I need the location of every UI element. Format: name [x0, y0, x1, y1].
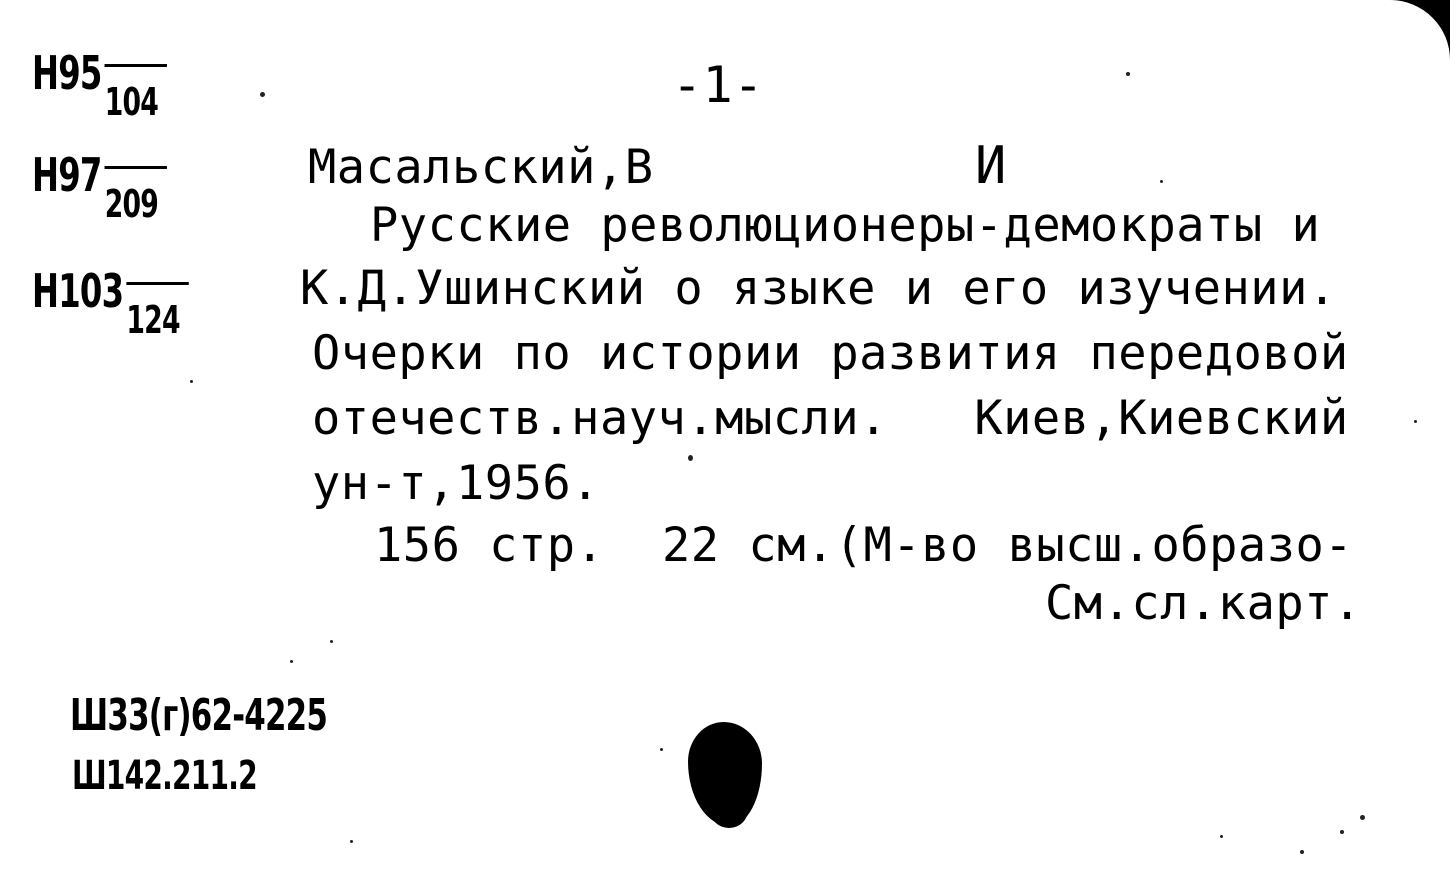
title-line-4: отечеств.науч.мысли. Киев,Киевский	[312, 391, 1349, 446]
shelf-mark-3-fraction: 124	[126, 268, 188, 339]
shelf-mark-2	[32, 148, 167, 226]
speck	[290, 660, 293, 663]
speck	[1340, 830, 1344, 834]
speck	[1220, 835, 1223, 838]
shelf-mark-1-main: Н95	[32, 46, 102, 100]
title-line-5: ун-т,1956.	[312, 456, 600, 511]
shelf-mark-3	[32, 264, 189, 342]
speck	[190, 380, 193, 383]
shelf-mark-1-fraction: 104	[105, 50, 167, 121]
title-line-1: Русские революционеры-демократы и	[370, 198, 1321, 253]
classification-code-2: Ш142.211.2	[72, 753, 257, 799]
shelf-mark-3-main: Н103	[32, 264, 124, 318]
see-next-card: См.сл.карт.	[1045, 576, 1362, 631]
speck	[260, 92, 265, 97]
shelf-mark-1	[32, 46, 167, 124]
speck	[1126, 72, 1130, 76]
speck	[1414, 420, 1417, 423]
author-initial: И	[975, 136, 1007, 196]
speck	[1300, 850, 1304, 854]
author-name: Масальский,В	[308, 140, 654, 195]
shelf-mark-2-main: Н97	[32, 148, 102, 202]
speck	[1360, 815, 1365, 820]
speck	[1160, 180, 1163, 183]
speck	[688, 455, 693, 461]
physical-description: 156 стр. 22 см.(М-во высш.образо-	[374, 518, 1354, 573]
speck	[660, 748, 663, 751]
title-line-2: К.Д.Ушинский о языке и его изучении.	[300, 261, 1337, 316]
shelf-mark-2-fraction: 209	[105, 152, 167, 223]
title-line-3: Очерки по истории развития передовой	[312, 326, 1349, 381]
speck	[330, 640, 333, 643]
classification-code-1: Ш33(г)62-4225	[70, 690, 328, 741]
speck	[350, 840, 353, 843]
ink-blot-tail	[710, 792, 748, 828]
page-number: -1-	[672, 56, 764, 114]
